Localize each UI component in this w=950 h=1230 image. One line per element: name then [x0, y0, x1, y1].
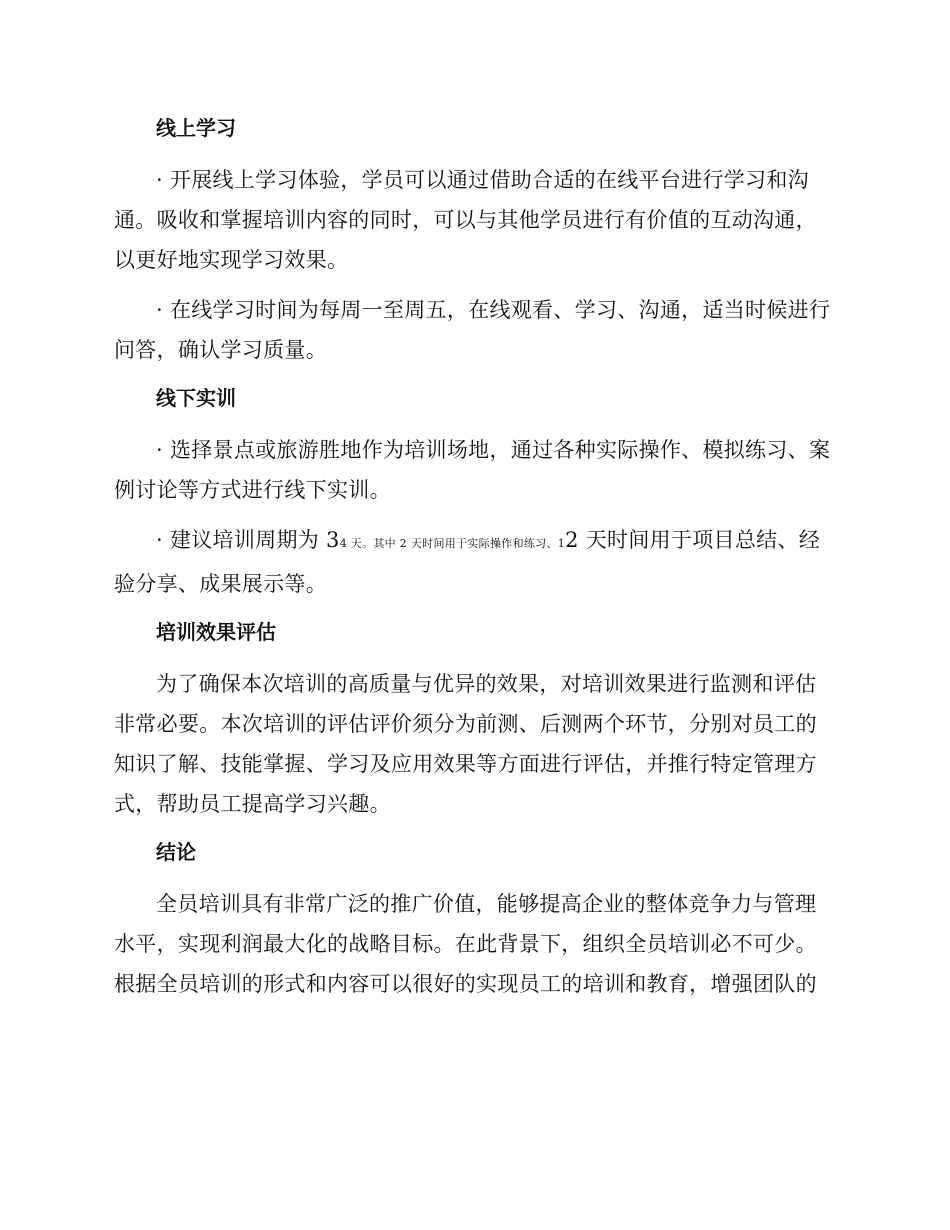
paragraph: · 在线学习时间为每周一至周五，在线观看、学习、沟通，适当时候进行问答，确认学习质量。: [114, 298, 831, 362]
section-heading-offline-training: 线下实训: [156, 386, 236, 410]
section-heading-evaluation: 培训效果评估: [156, 620, 276, 644]
paragraph: 全员培训具有非常广泛的推广价值，能够提高企业的整体竞争力与管理水平，实现利润最大化的战略目标。在此背景下，组织全员培训必不可少。根据全员培训的形式和内容可以很好的实现员工的培训和教育，增强团队的: [114, 892, 817, 996]
section-heading-online-learning: 线上学习: [156, 116, 236, 140]
section-heading-conclusion: 结论: [156, 840, 196, 864]
text-run: · 建议培训周期为 3: [156, 528, 340, 552]
paragraph: · 选择景点或旅游胜地作为培训场地，通过各种实际操作、模拟练习、案例讨论等方式进行线下实训。: [114, 438, 831, 502]
small-text-run: 4 天。其中 2 天时间用于实际操作和练习、1: [339, 537, 566, 550]
text-run: 2 天时间用于项目总结、经验分享、成果展示等。: [114, 528, 821, 596]
paragraph-training-period: [114, 520, 832, 604]
paragraph: 为了确保本次培训的高质量与优异的效果，对培训效果进行监测和评估非常必要。本次培训的评估评价须分为前测、后测两个环节，分别对员工的知识了解、技能掌握、学习及应用效果等方面进行评估，并推行特定管理方式，帮助员工提高学习兴趣。: [114, 672, 817, 816]
paragraph: · 开展线上学习体验，学员可以通过借助合适的在线平台进行学习和沟通。吸收和掌握培训内容的同时，可以与其他学员进行有价值的互动沟通，以更好地实现学习效果。: [114, 168, 817, 272]
